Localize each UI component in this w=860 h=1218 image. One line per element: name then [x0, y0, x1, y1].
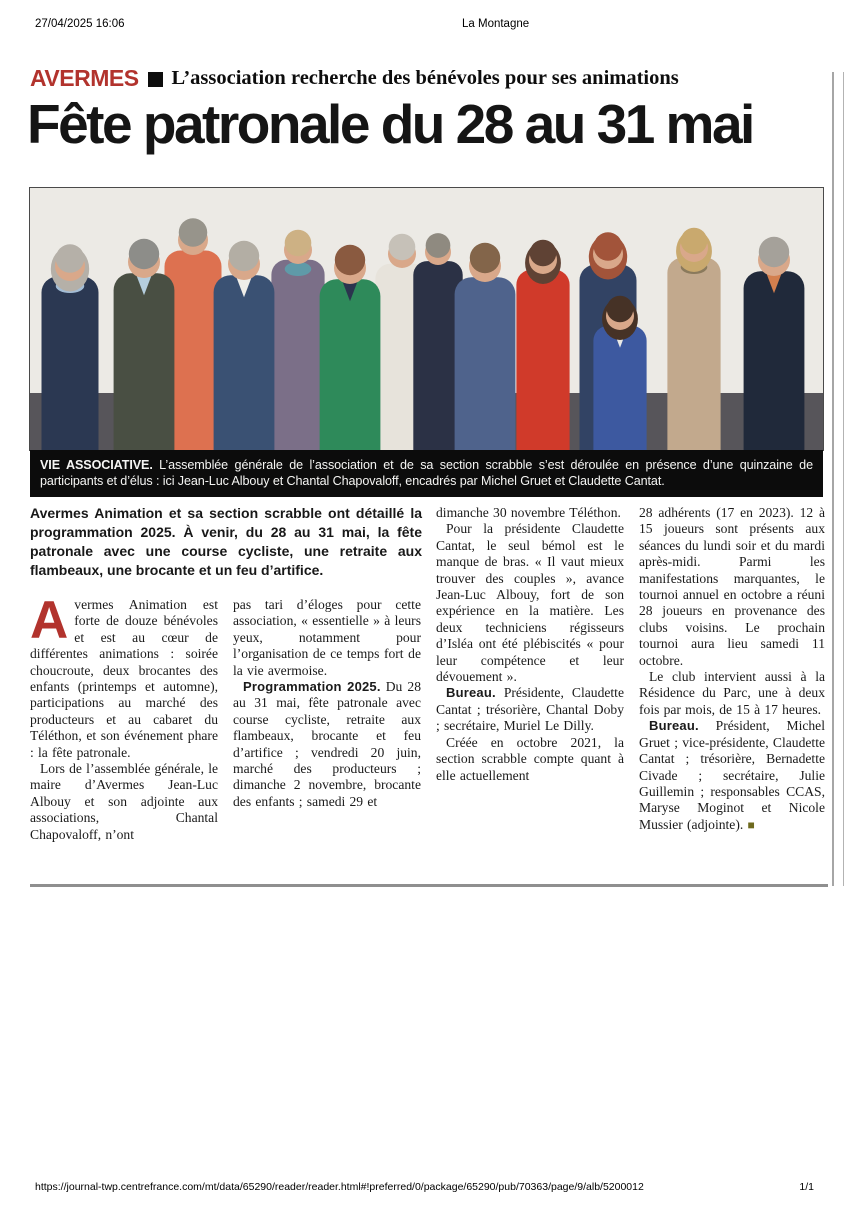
inline-subhead: Bureau. — [446, 685, 496, 701]
paragraph: Lors de l’assemblée générale, le maire d’Avermes Jean-Luc Albouy et son adjointe aux associations, Chantal Chapovaloff, n’ont — [30, 761, 219, 842]
group-photo — [30, 188, 823, 450]
column-rule-outer — [832, 72, 834, 886]
article-lead: Avermes Animation et sa section scrabble ont détaillé la programmation 2025. À venir, du 28 au 31 mai, la fête patronale avec une course cycliste, une retraite aux flambeaux, une brocante et un feu d’artifice. — [30, 505, 422, 578]
article-column-3 — [436, 505, 624, 784]
paragraph: pas tari d’éloges pour cette association, « essentielle » à leurs yeux, notamment pour l’organisation de ce temps fort de la vie avermoise. — [233, 597, 421, 678]
paragraph — [436, 685, 624, 734]
photo-caption — [30, 450, 823, 497]
article-kicker — [30, 65, 679, 92]
paragraph — [233, 679, 421, 810]
print-footer-url: https://journal-twp.centrefrance.com/mt/data/65290/reader/reader.html#!preferred/0/package/65290/pub/70363/page/9/alb/5200012 — [35, 1181, 644, 1193]
inline-subhead: Bureau. — [649, 718, 699, 734]
photo-person — [667, 228, 720, 450]
paragraph: Pour la présidente Claudette Cantat, le seul bémol est le manque de bras. « Il vaut mieux trouver des couples », avance Jean-Luc Albouy, fort de son expérience en la matière. Les deux techniciens régisseurs d’Isléa ont été plébiscités « pour leur compétence et leur dévouement ». — [436, 521, 624, 685]
photo-caption-label: VIE ASSOCIATIVE. — [40, 458, 153, 472]
kicker-text: L’association recherche des bénévoles pour ses animations — [171, 67, 679, 89]
photo-caption-text: L’assemblée générale de l’association et de sa section scrabble s’est déroulée en présence d’une quinzaine de participants et d’élus : ici Jean-Luc Albouy et Chantal Chapovaloff, encadrés par Michel Gruet et Claudette Cantat. — [40, 458, 813, 488]
paragraph-text: Président, Michel Gruet ; vice-présidente, Claudette Cantat ; trésorière, Bernadette Civade ; secrétaire, Julie Guillemin ; responsables CCAS, Maryse Moginot et Nicole Mussier (adjointe). — [639, 718, 825, 832]
paragraph: dimanche 30 novembre Téléthon. — [436, 505, 621, 520]
print-publication-title: La Montagne — [462, 18, 530, 30]
article-column-2 — [233, 597, 421, 810]
paragraph-text: vermes Animation est forte de douze bénévoles et est au cœur de différentes animations : soirée choucroute, deux brocantes des enfants (printemps et automne), participations au marché des producteurs et au cabaret du Téléthon, et son événement phare : la fête patronale. — [30, 597, 218, 760]
print-footer-page-indicator: 1/1 — [799, 1181, 814, 1193]
drop-cap: A — [30, 591, 69, 650]
kicker-location: AVERMES — [30, 65, 139, 91]
paragraph: 28 adhérents (17 en 2023). 12 à 15 joueurs sont présents aux séances du lundi soir et du mardi après-midi. Parmi les manifestations marquantes, le tournoi annuel en octobre a réuni 28 joueurs en provenance des clubs voisins. Le prochain tournoi aura lieu samedi 11 octobre. — [639, 505, 825, 668]
article-column-4 — [639, 505, 825, 833]
photo-person — [271, 230, 324, 450]
paragraph-text: Présidente, Claudette Cantat ; trésorière, Chantal Doby ; secrétaire, Muriel Le Dilly. — [436, 685, 624, 734]
paragraph-text: Du 28 au 31 mai, fête patronale avec course cycliste, retraite aux flambeaux, brocante et feu d’artifice ; vendredi 20 juin, marché des producteurs ; dimanche 2 novembre, brocante des enfants ; samedi 29 et — [233, 679, 421, 809]
end-of-article-icon: ■ — [747, 817, 755, 832]
group-photo-svg — [30, 188, 823, 450]
inline-subhead: Programmation 2025. — [243, 679, 381, 695]
article-headline: Fête patronale du 28 au 31 mai — [27, 93, 753, 155]
kicker-square-icon — [148, 72, 163, 87]
paragraph — [639, 718, 825, 833]
paragraph — [30, 591, 218, 761]
paragraph: Le club intervient aussi à la Résidence du Parc, une à deux fois par mois, de 15 à 17 heures. — [639, 669, 825, 717]
paragraph: Créée en octobre 2021, la section scrabble compte quant à elle actuellement — [436, 734, 624, 783]
bottom-rule — [30, 884, 828, 887]
article-column-1 — [30, 591, 219, 843]
print-datetime: 27/04/2025 16:06 — [35, 18, 125, 30]
column-rule-inner — [843, 72, 844, 886]
